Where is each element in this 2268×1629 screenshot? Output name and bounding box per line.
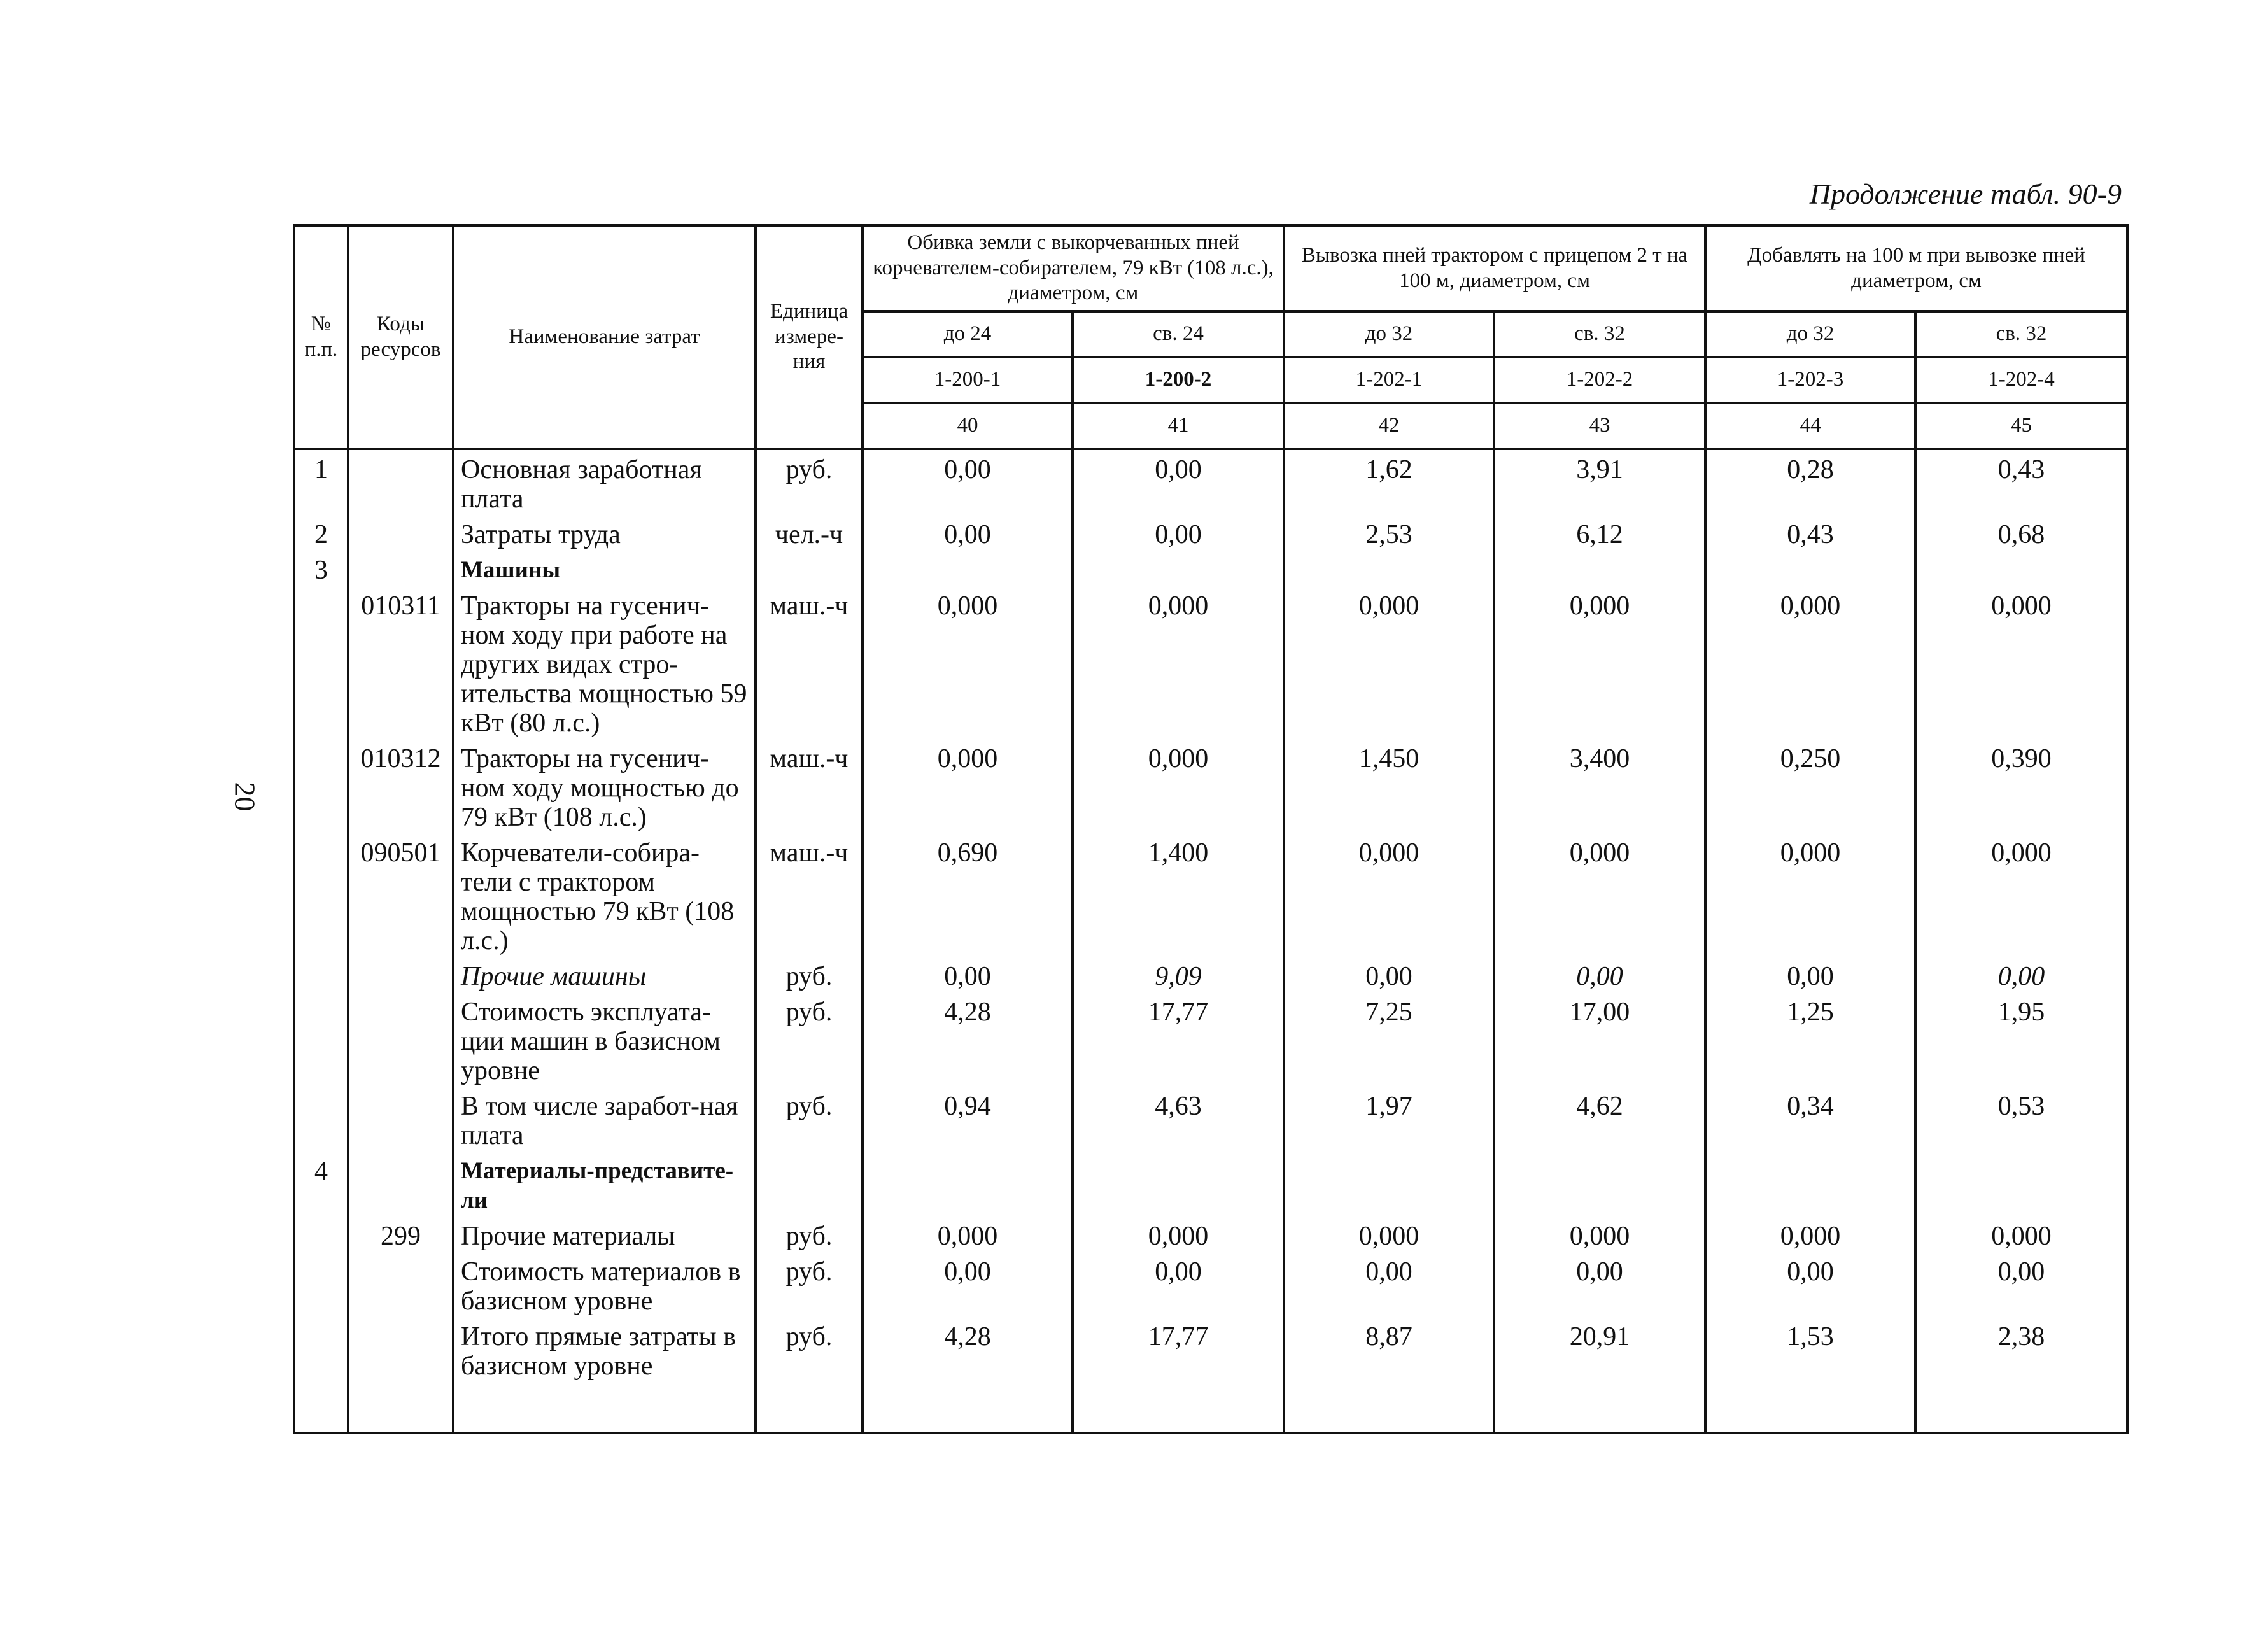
value-cell [1494,551,1705,586]
row-number [294,1317,348,1433]
table-caption: Продолжение табл. 90-9 [1809,178,2122,210]
value-cell: 0,000 [1073,1216,1284,1252]
value-cell: 4,28 [863,992,1073,1087]
column-number: 41 [1073,403,1284,449]
value-cell: 1,95 [1915,992,2127,1087]
value-cell: 0,00 [1705,957,1915,992]
value-cell [1915,551,2127,586]
subhead: до 32 [1284,311,1494,357]
header-name: Наименование затрат [453,225,756,449]
value-cell: 0,00 [1494,1252,1705,1317]
norm-code: 1-202-3 [1705,357,1915,403]
unit: маш.-ч [756,833,863,957]
value-cell: 1,62 [1284,449,1494,515]
value-cell: 0,000 [1705,833,1915,957]
value-cell: 20,91 [1494,1317,1705,1433]
table-row [294,833,2127,957]
unit: маш.-ч [756,739,863,833]
value-cell: 0,000 [1705,1216,1915,1252]
column-number: 43 [1494,403,1705,449]
subhead: св. 32 [1494,311,1705,357]
table-row [294,1087,2127,1152]
column-number: 45 [1915,403,2127,449]
value-cell: 0,28 [1705,449,1915,515]
value-cell: 1,25 [1705,992,1915,1087]
unit: руб. [756,1216,863,1252]
value-cell: 0,000 [1705,586,1915,739]
row-number [294,739,348,833]
resource-code [348,1252,453,1317]
value-cell: 0,53 [1915,1087,2127,1152]
value-cell: 0,000 [863,1216,1073,1252]
resource-cost-table [293,224,2129,1434]
value-cell: 3,400 [1494,739,1705,833]
row-number: 4 [294,1152,348,1216]
table-row [294,739,2127,833]
subhead: св. 32 [1915,311,2127,357]
header-group-3: Добавлять на 100 м при вывозке пней диаметром, см [1705,225,2127,311]
value-cell: 1,450 [1284,739,1494,833]
table-row [294,1152,2127,1216]
value-cell: 0,68 [1915,515,2127,551]
resource-code: 090501 [348,833,453,957]
resource-code [348,1087,453,1152]
value-cell: 0,00 [863,957,1073,992]
resource-code [348,515,453,551]
value-cell: 1,400 [1073,833,1284,957]
value-cell: 2,38 [1915,1317,2127,1433]
value-cell: 1,97 [1284,1087,1494,1152]
value-cell: 0,000 [863,739,1073,833]
cost-name: Прочие материалы [453,1216,756,1252]
table-row [294,1317,2127,1433]
resource-code [348,551,453,586]
value-cell: 4,28 [863,1317,1073,1433]
row-number [294,586,348,739]
value-cell: 0,000 [1284,586,1494,739]
column-number: 40 [863,403,1073,449]
cost-name: В том числе заработ-ная плата [453,1087,756,1152]
value-cell: 17,00 [1494,992,1705,1087]
value-cell: 4,63 [1073,1087,1284,1152]
value-cell: 0,250 [1705,739,1915,833]
header-no: № п.п. [294,225,348,449]
unit: чел.-ч [756,515,863,551]
norm-code: 1-200-1 [863,357,1073,403]
value-cell: 0,00 [1705,1252,1915,1317]
resource-code [348,1317,453,1433]
value-cell: 7,25 [1284,992,1494,1087]
value-cell: 0,00 [1915,1252,2127,1317]
value-cell: 1,53 [1705,1317,1915,1433]
value-cell: 0,690 [863,833,1073,957]
value-cell: 0,00 [1915,957,2127,992]
unit [756,551,863,586]
table-row [294,992,2127,1087]
value-cell [863,551,1073,586]
table-row [294,515,2127,551]
norm-code: 1-202-4 [1915,357,2127,403]
cost-name: Стоимость эксплуата-ции машин в базисном уровне [453,992,756,1087]
unit: руб. [756,449,863,515]
value-cell: 17,77 [1073,992,1284,1087]
unit: руб. [756,1317,863,1433]
norm-code: 1-202-1 [1284,357,1494,403]
row-number: 1 [294,449,348,515]
table-row [294,449,2127,515]
resource-code [348,957,453,992]
table-row [294,1216,2127,1252]
value-cell: 0,000 [1073,739,1284,833]
value-cell [1494,1152,1705,1216]
resource-code [348,992,453,1087]
unit: маш.-ч [756,586,863,739]
page-number: 20 [229,782,262,812]
resource-code [348,449,453,515]
table-row [294,586,2127,739]
value-cell: 0,34 [1705,1087,1915,1152]
value-cell: 0,00 [1284,957,1494,992]
value-cell [1073,1152,1284,1216]
value-cell: 8,87 [1284,1317,1494,1433]
value-cell: 9,09 [1073,957,1284,992]
row-number [294,1252,348,1317]
header-group-2: Вывозка пней трактором с прицепом 2 т на 100 м, диаметром, см [1284,225,1705,311]
header-unit: Единица измере-ния [756,225,863,449]
value-cell: 3,91 [1494,449,1705,515]
row-number [294,992,348,1087]
value-cell: 0,00 [863,515,1073,551]
value-cell: 0,000 [1915,586,2127,739]
value-cell: 0,000 [1915,1216,2127,1252]
value-cell [1284,1152,1494,1216]
value-cell: 0,000 [1284,833,1494,957]
value-cell [1705,1152,1915,1216]
value-cell: 0,00 [1073,515,1284,551]
column-number: 42 [1284,403,1494,449]
resource-code: 299 [348,1216,453,1252]
row-number [294,1087,348,1152]
value-cell: 0,000 [1915,833,2127,957]
value-cell: 0,00 [1494,957,1705,992]
value-cell: 6,12 [1494,515,1705,551]
value-cell [1705,551,1915,586]
value-cell: 0,00 [863,449,1073,515]
value-cell: 0,00 [1284,1252,1494,1317]
value-cell [1284,551,1494,586]
table-row [294,957,2127,992]
resource-code: 010312 [348,739,453,833]
value-cell: 0,00 [863,1252,1073,1317]
value-cell: 0,000 [1494,1216,1705,1252]
cost-name: Тракторы на гусенич-ном ходу при работе на других видах стро-ительства мощностью 59 кВт (80 л.с.) [453,586,756,739]
subhead: до 32 [1705,311,1915,357]
subhead: до 24 [863,311,1073,357]
value-cell: 0,000 [1073,586,1284,739]
section-heading: Материалы-представите-ли [453,1152,756,1216]
value-cell: 17,77 [1073,1317,1284,1433]
row-number [294,957,348,992]
value-cell: 0,000 [1494,586,1705,739]
value-cell: 0,000 [1494,833,1705,957]
resource-code [348,1152,453,1216]
value-cell: 0,000 [863,586,1073,739]
value-cell: 0,94 [863,1087,1073,1152]
column-number: 44 [1705,403,1915,449]
cost-name: Прочие машины [453,957,756,992]
table-row [294,1252,2127,1317]
value-cell: 0,43 [1705,515,1915,551]
norm-code: 1-200-2 [1073,357,1284,403]
cost-name: Итого прямые затраты в базисном уровне [453,1317,756,1433]
value-cell: 0,00 [1073,449,1284,515]
resource-code: 010311 [348,586,453,739]
cost-name: Корчеватели-собира-тели с трактором мощностью 79 кВт (108 л.с.) [453,833,756,957]
value-cell [863,1152,1073,1216]
unit: руб. [756,1087,863,1152]
subhead: св. 24 [1073,311,1284,357]
header-group-1: Обивка земли с выкорчеванных пней корчевателем-собирателем, 79 кВт (108 л.с.), диаметром, см [863,225,1284,311]
unit [756,1152,863,1216]
norm-code: 1-202-2 [1494,357,1705,403]
value-cell [1073,551,1284,586]
value-cell: 0,390 [1915,739,2127,833]
cost-name: Стоимость материалов в базисном уровне [453,1252,756,1317]
row-number [294,833,348,957]
value-cell: 2,53 [1284,515,1494,551]
header-codes: Коды ресурсов [348,225,453,449]
value-cell: 0,43 [1915,449,2127,515]
unit: руб. [756,957,863,992]
cost-name: Основная заработная плата [453,449,756,515]
row-number: 2 [294,515,348,551]
row-number: 3 [294,551,348,586]
section-heading: Машины [453,551,756,586]
value-cell: 0,00 [1073,1252,1284,1317]
unit: руб. [756,1252,863,1317]
cost-name: Затраты труда [453,515,756,551]
cost-name: Тракторы на гусенич-ном ходу мощностью до 79 кВт (108 л.с.) [453,739,756,833]
table-row [294,551,2127,586]
value-cell: 4,62 [1494,1087,1705,1152]
value-cell [1915,1152,2127,1216]
unit: руб. [756,992,863,1087]
row-number [294,1216,348,1252]
value-cell: 0,000 [1284,1216,1494,1252]
